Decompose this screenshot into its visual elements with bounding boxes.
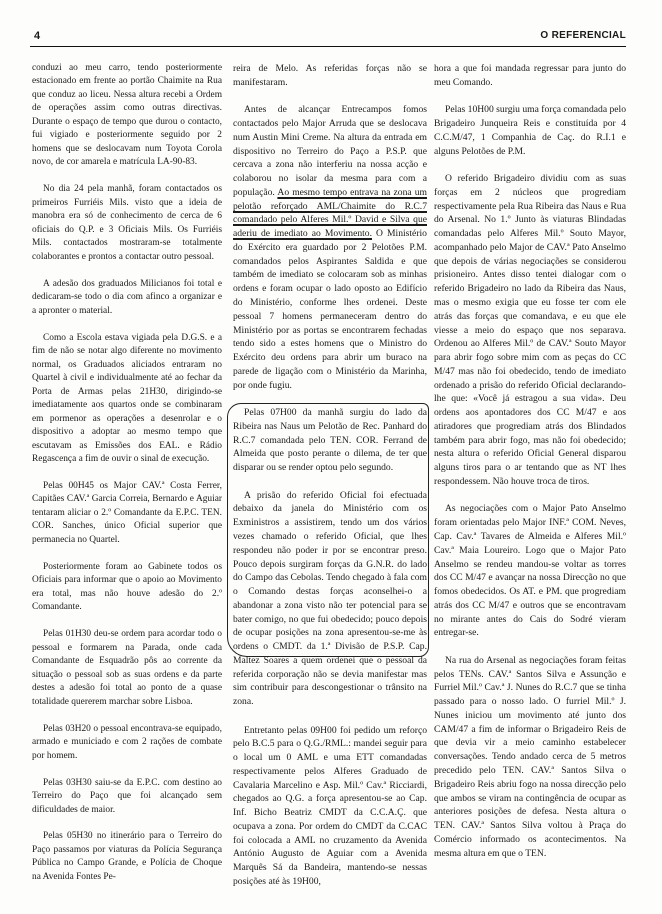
paragraph-text: Antes de alcançar Entrecampos fomos contactados pelo Major Arruda que se deslocava num Austin Mini Creme. Na altura da entrada em dispositivo no Terreiro do Paço a P.S.P. que cercava a zona não interferiu na nossa acção e colaborou no isolar da mesma para com a população. [233,104,427,198]
paragraph-text: O Ministério do Exército era guardado por 2 Pelotões P.M. comandados pelos Aspirantes Saldida e que também de imediato se colocaram sob as minhas ordens e foram ocupar o lado oposto ao Edifício do Ministério, conforme lhes ordenei. Deste pessoal 7 homens permaneceram dentro do Ministério por as portas se encontrarem fechadas tendo sido a estes homens que o Ministro do Exército deu ordens para abrir um buraco na parede de ligação com o Ministério da Marinha, por onde fugiu. [233,228,427,391]
paragraph [233,103,427,392]
paragraph: O referido Brigadeiro dividiu com as suas forças em 2 núcleos que progrediam respectivamente pela Rua Ribeira das Naus e Rua do Arsenal. No 1.º Junto às viaturas Blindadas comandadas pelo Alferes Mil.º Souto Mayor, acompanhado pelo Major de CAV.ª Pato Anselmo que depois de várias negociações se considerou prisioneiro. Antes disso tentei dialogar com o referido Brigadeiro no lado da Ribeira das Naus, mas o mesmo exigia que eu fosse ter com ele atrás das forças que comandava, e eu que ele viesse a meio do espaço que nos separava. Ordenou ao Alferes Mil.º de CAV.ª Souto Mayor para abrir fogo sobre mim com as peças do CC M/47 mas não foi obedecido, tendo de imediato ordenado a prisão do referido Oficial declarando-lhe que: «Você já estragou a sua vida». Deu ordens aos apontadores dos CC M/47 e aos atiradores que progrediam atrás dos Blindados também para abrir fogo, mas não foi obedecido; nesta altura o referido Oficial General disparou alguns tiros para o ar tentando que as NT lhes respondessem. Não houve troca de tiros. [434,173,626,487]
paragraph-text: Pouco depois surgiram forças da G.N.R. do lado do Campo das Cebolas. Tendo chegado à fala com o Comando destas forças aconselhei-o a abandonar a zona visto não ter potencial para se bater comigo, no que fui obedecido; pouco depois de ocupar posições na zona apresentou-se-me às ordens o CMDT. da 1.ª Divisão de P.S.P. Cap. Maltez Soares a quem ordenei que o pessoal da referida corporação não se devia manifestar mas sim contribuir para descongestionar o trânsito na zona. [233,558,427,708]
page-header [30,30,626,46]
underlined-passage: Ao mesmo tempo entrava na zona um pelotão reforçado AML/Chaimite do R.C.7 comandado pelo Alferes Mil.º David e Silva que aderiu de imediato ao Movimento. [233,186,427,240]
publication-name: O REFERENCIAL [540,30,626,41]
page-number: 4 [34,30,41,42]
marked-passage [233,406,427,709]
paragraph: Como a Escola estava vigiada pela D.G.S. e a fim de não se notar algo diferente no movimento normal, os Graduados aliciados entraram no Quartel à civil e individualmente até ao fechar da Porta de Armas pelas 21H30, dirigindo-se imediatamente aos quartos onde se combinaram em pormenor as operações a desenrolar e o dispositivo a adoptar ao mesmo tempo que escutavam as Emissões dos EAL. e Rádio Regascença a fim de ouvir o sinal de execução. [32,332,222,464]
paragraph: Pelas 07H00 da manhã surgiu do lado da Ribeira nas Naus um Pelotão de Rec. Panhard do R.C.7 comandada pelo TEN. COR. Ferrand de Almeida que posto perante o dilema, de ter que disparar ou se render optou pelo segundo. [233,407,427,474]
paragraph: Pelas 03H30 saiu-se da E.P.C. com destino ao Terreiro do Paço que foi alcançado sem dificuldades de maior. [32,777,222,815]
marked-text: A prisão do referido Oficial foi efectuada debaixo da janela do Ministério com os Exministros a assistirem, tendo um dos vários vezes chamado o referido Oficial, que lhes respondeu não poder ir por se encontrar preso. [233,489,427,556]
paragraph: Pelas 01H30 deu-se ordem para acordar todo o pessoal e formarem na Parada, onde cada Comandante de Esquadrão pôs ao corrente da situação o pessoal sob as suas ordens e da parte destes a adesão foi total ao ponto de a quase totalidade quererem marchar sobre Lisboa. [32,629,222,707]
paragraph: No dia 24 pela manhã, foram contactados os primeiros Furriéis Mils. visto que a ideia de manobra era só de conhecimento de cerca de 6 oficiais do Q.P. e 3 Oficiais Mils. Os Furriéis Mils. contactados mostraram-se totalmente colaborantes e prontos a contactar outro pessoal. [32,184,222,262]
paragraph: reira de Melo. As referidas forças não se manifestaram. [233,63,427,88]
paragraph: Entretanto pelas 09H00 foi pedido um reforço pelo B.C.5 para o Q.G./RML.: mandei seguir para o local um 0 AML e uma ETT comandadas respectivamente pelos Alferes Graduado de Cavalaria Marcelino e Asp. Mil.º Cav.ª Ricciardi, chegados ao Q.G. a força apresentou-se ao Cap. Inf. Bicho Beatriz CMDT da C.C.A.Ç. que ocupava a zona. Por ordem do CMDT da C.CAC foi colocada a AML no cruzamento da Avenida António Augusto de Aguiar com a Avenida Marquês Sá da Bandeira, mantendo-se nessas posições até às 19H00, [233,724,427,887]
paragraph [233,489,427,709]
paragraph: As negociações com o Major Pato Anselmo foram orientadas pelo Major INF.ª COM. Neves, Cap. Cav.ª Tavares de Almeida e Alferes Mil.º Cav.ª Maia Loureiro. Logo que o Major Pato Anselmo se rendeu mandou-se voltar as torres dos CC M/47 e avançar na nossa Direcção no que fomos obedecidos. Os AT. e PM. que progrediam atrás dos CC M/47 e outros que se encontravam no mirante antes do Cais do Sodré vieram entregar-se. [434,503,626,639]
paragraph: hora a que foi mandada regressar para junto do meu Comando. [434,63,626,88]
paragraph: Posteriormente foram ao Gabinete todos os Oficiais para informar que o apoio ao Movimento era total, mas não houve adesão do 2.º Comandante. [32,561,222,613]
header-rule [30,46,626,47]
column-3 [434,62,626,874]
paragraph: Pelas 00H45 os Major CAV.ª Costa Ferrer, Capitães CAV.ª Garcia Correia, Bernardo e Aguiar tentaram aliciar o 2.º Comandante da E.P.C. TEN. COR. Sanches, único Oficial superior que permanecia no Quartel. [32,480,222,545]
paragraph: Pelas 05H30 no itinerário para o Terreiro do Paço passamos por viaturas da Polícia Segurança Pública no Campo Grande, e Polícia de Choque na Avenida Fontes Pe- [32,831,222,882]
paragraph: Na rua do Arsenal as negociações foram feitas pelos TENs. CAV.ª Santos Silva e Assunção e Furriel Mil.º Cav.ª J. Nunes do R.C.7 que se tinha passado para o nosso lado. O furriel Mil.º J. Nunes iniciou um movimento até junto dos CAM/47 a fim de informar o Brigadeiro Reis de que devia vir a meio caminho estabelecer conversações. Tendo andado cerca de 5 metros precedido pelo TEN. CAV.ª Santos Silva o Brigadeiro Reis abriu fogo na nossa direcção pelo que ambos se viram na contingência de ocupar as anteriores posições de defesa. Nesta altura o TEN. CAV.ª Santos Silva voltou à Praça do Comércio informado os acontecimentos. Na mesma altura em que o TEN. [434,654,626,859]
paragraph: A adesão dos graduados Milicianos foi total e dedicaram-se todo o dia com afinco a organizar e a apronter o material. [32,278,222,316]
paragraph: Pelas 10H00 surgiu uma força comandada pelo Brigadeiro Junqueira Reis e constituída por 4 C.C.M/47, 1 Companhia de Caç. do R.I.1 e alguns Pelotões de P.M. [434,104,626,157]
column-2 [233,62,427,902]
paragraph: conduzi ao meu carro, tendo posteriormente estacionado em frente ao portão Chaimite na Rua que conduz ao liceu. Nessa altura recebi a Ordem de operações assim como outras directivas. Durante o espaço de tempo que durou o contacto, fui vigiado e posteriormente seguido por 2 homens que se deslocavam num Toyota Corola novo, de cor amarela e matrícula LA-90-83. [32,63,222,168]
paragraph: Pelas 03H20 o pessoal encontrava-se equipado, armado e municiado e com 2 rações de combate por homem. [32,723,222,761]
column-1 [32,62,222,898]
